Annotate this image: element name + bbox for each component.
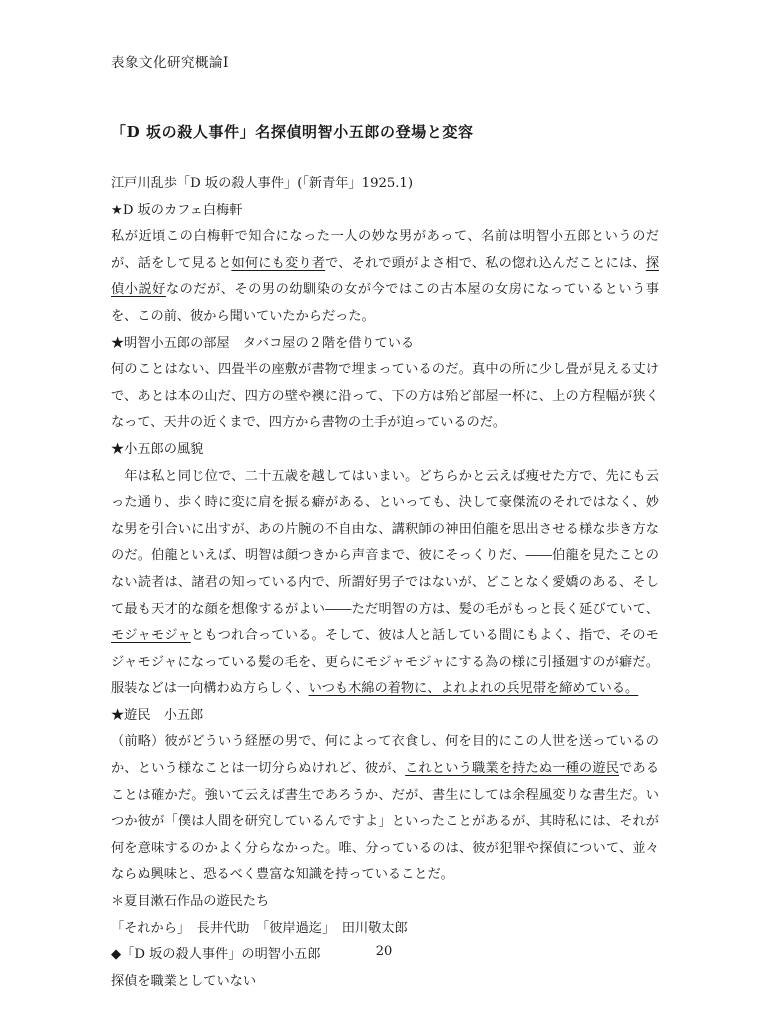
text-line <box>111 517 659 544</box>
line-text: て最も天才的な顔を想像するがよい――ただ明智の方は、髪の毛がもっと長く延びていて、 <box>111 601 659 617</box>
page-number: 20 <box>375 944 393 959</box>
text-line <box>111 862 659 889</box>
text-line <box>111 623 659 650</box>
text-line <box>111 756 659 783</box>
line-text: ★遊民 小五郎 <box>111 707 204 723</box>
line-text: った通り、歩く時に変に肩を振る癖がある、といっても、決して豪傑流のそれではなく、妙 <box>111 495 659 511</box>
line-text: 「それから」 長井代助 「彼岸過迄」 田川敬太郎 <box>111 920 408 936</box>
line-text: か、という様なことは一切分らぬけれど、彼が、 <box>111 761 406 777</box>
text-line <box>111 384 659 411</box>
underlined-text: 如何にも変り者 <box>231 255 326 271</box>
line-text: 何のことはない、四畳半の座敷が書物で埋まっているのだ。真中の所に少し畳が見える丈け <box>111 362 659 378</box>
text-line <box>111 277 659 304</box>
page-title: 「D 坂の殺人事件」名探偵明智小五郎の登場と変容 <box>111 123 474 141</box>
text-line <box>111 410 659 437</box>
line-text: な男を引合いに出すが、あの片腕の不自由な、講釈師の神田伯龍を思出させる様な歩き方な <box>111 521 659 537</box>
line-text: ことは確かだ。強いて云えば書生であろうか、だが、書生にしては余程風変りな書生だ。い <box>111 787 659 803</box>
line-text: ＊夏目漱石作品の遊民たち <box>111 894 270 910</box>
text-line <box>111 597 659 624</box>
line-text: （前略）彼がどういう経歴の男で、何によって衣食し、何を目的にこの人世を送っているの <box>111 734 659 750</box>
line-text: 年は私と同じ位で、二十五歳を越してはいまい。どちらかと云えば痩せた方で、先にも云 <box>111 468 659 484</box>
underlined-text: いつも木綿の着物に、よれよれの兵児帯を締めている。 <box>308 681 639 697</box>
text-line <box>111 357 659 384</box>
line-text: 江戸川乱歩「D 坂の殺人事件」(「新青年」1925.1) <box>111 176 413 191</box>
line-text: なって、天井の近くまで、四方から書物の土手が迫っているのだ。 <box>111 415 507 431</box>
text-line <box>111 889 659 916</box>
text-line <box>111 570 659 597</box>
line-text: なのだが、その男の幼馴染の女が今ではこの古本屋の女房になっているという事 <box>165 282 660 298</box>
line-text: 私が近頃この白梅軒で知合になった一人の妙な男があって、名前は明智小五郎というのだ <box>111 229 659 245</box>
line-text: のだ。伯龍といえば、明智は顔つきから声音まで、彼にそっくりだ、――伯龍を見たことの <box>111 548 659 564</box>
text-line <box>111 729 659 756</box>
line-text: 服装などは一向構わぬ方らしく、 <box>111 681 309 697</box>
line-text: で、あとは本の山だ、四方の壁や襖に沿って、下の方は殆ど部屋一杯に、上の方程幅が狭く <box>111 388 659 404</box>
underlined-text: これという職業を持たぬ一種の遊民 <box>405 761 620 777</box>
underlined-text: 偵小説好 <box>111 282 166 298</box>
line-text: ともつれ合っている。そして、彼は人と話している間にもよく、指で、そのモ <box>190 628 659 644</box>
text-line <box>111 251 659 278</box>
document-body <box>111 171 659 995</box>
text-line <box>111 809 659 836</box>
text-line <box>111 916 659 943</box>
line-text: つか彼が「僕は人間を研究しているんですよ」といったことがあるが、其時私には、それが <box>111 814 659 830</box>
line-text: である <box>619 761 660 777</box>
line-text: ★明智小五郎の部屋 タバコ屋の２階を借りている <box>111 335 415 351</box>
text-line <box>111 331 659 358</box>
text-line <box>111 198 659 225</box>
line-text: 何を意味するのかよく分らなかった。唯、分っているのは、彼が犯罪や探偵について、並々 <box>111 840 659 856</box>
line-text: ★D 坂のカフェ白梅軒 <box>111 202 243 218</box>
line-text: が、話をして見ると <box>111 255 232 271</box>
text-line <box>111 464 659 491</box>
underlined-text: 探 <box>645 255 659 271</box>
text-line <box>111 490 659 517</box>
line-text: で、それで頭がよさ相で、私の惚れ込んだことには、 <box>325 255 646 271</box>
line-text: 探偵を職業としていない <box>111 973 257 989</box>
text-line <box>111 676 659 703</box>
course-header: 表象文化研究概論Ⅰ <box>111 55 229 71</box>
text-line <box>111 224 659 251</box>
text-line <box>111 171 659 198</box>
text-line <box>111 703 659 730</box>
text-line <box>111 543 659 570</box>
line-text: ジャモジャになっている髪の毛を、更らにモジャモジャにする為の様に引掻廻すのが癖だ。 <box>111 654 659 670</box>
line-text: を、この前、彼から聞いていたからだった。 <box>111 308 375 324</box>
text-line <box>111 304 659 331</box>
underlined-text: モジャモジャ <box>111 628 191 644</box>
text-line <box>111 836 659 863</box>
line-text: ない読者は、諸君の知っている内で、所謂好男子ではないが、どことなく愛嬌のある、そし <box>111 574 659 590</box>
text-line <box>111 437 659 464</box>
line-text: ならぬ興味と、恐るべく豊富な知識を持っていることだ。 <box>111 867 454 883</box>
text-line <box>111 650 659 677</box>
text-line <box>111 969 659 996</box>
text-line <box>111 783 659 810</box>
line-text: ◆「D 坂の殺人事件」の明智小五郎 <box>111 947 321 963</box>
line-text: ★小五郎の風貌 <box>111 441 204 457</box>
